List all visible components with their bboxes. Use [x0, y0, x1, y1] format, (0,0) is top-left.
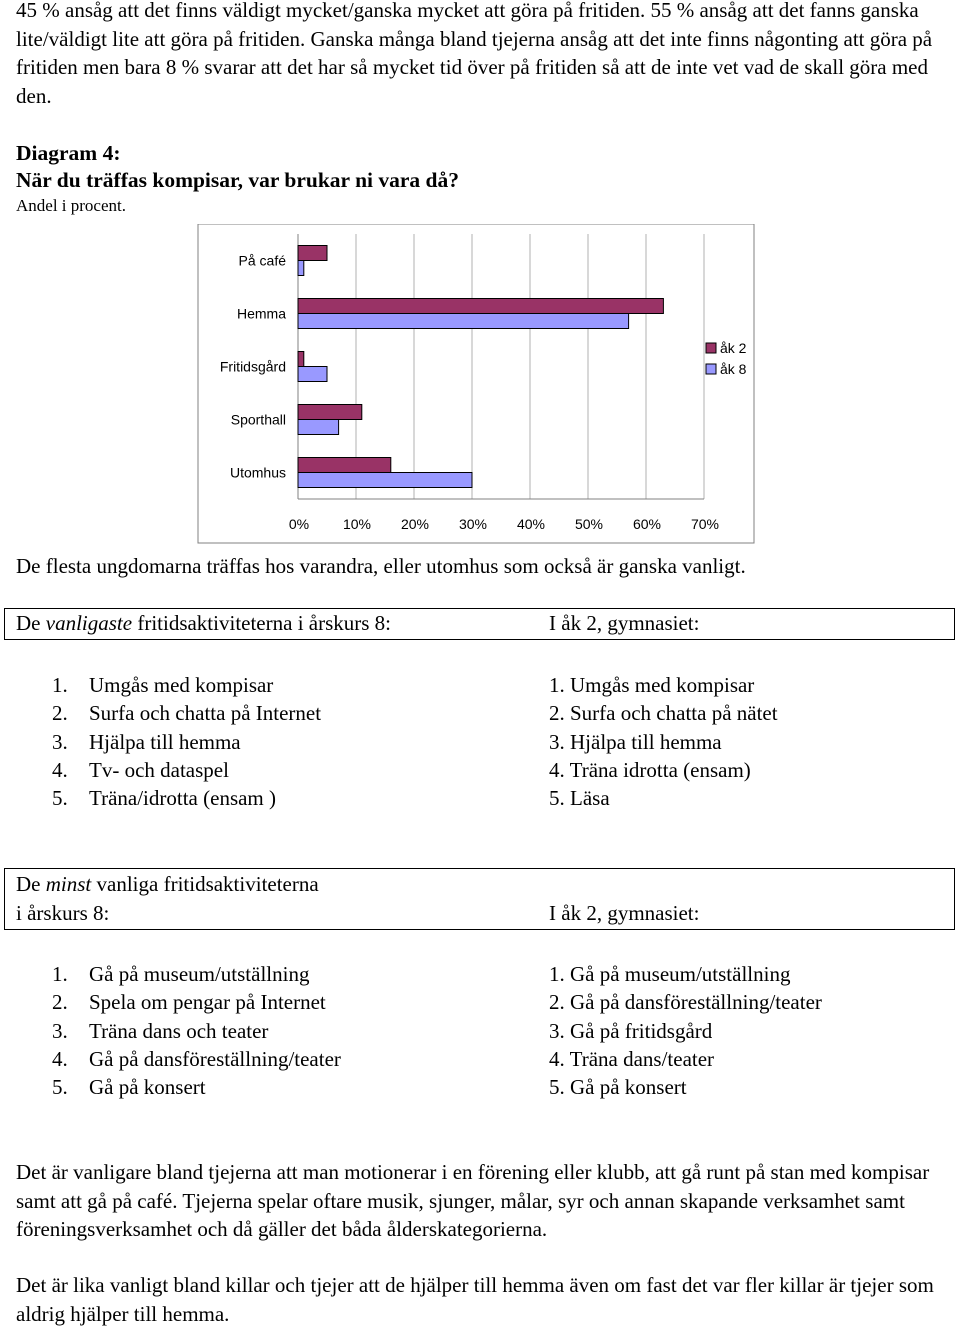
bar-ak2 [298, 405, 362, 420]
list-item: 2. Gå på dansföreställning/teater [549, 990, 822, 1015]
x-tick-label: 0% [288, 516, 310, 532]
list-item-text: Gå på museum/utställning [89, 962, 310, 986]
bar-ak8 [298, 367, 327, 382]
bar-ak2 [298, 246, 327, 261]
diagram-question: När du träffas kompisar, var brukar ni vara då? [16, 168, 459, 192]
legend-swatch [706, 343, 716, 353]
list-item-text: Hjälpa till hemma [89, 729, 241, 754]
list-item [52, 960, 341, 988]
paragraph-girls: Det är vanligare bland tjejerna att man motionerar i en förening eller klubb, att gå runt på stan med kompisar samt att gå på café. Tjejerna spelar oftare musik, sjunger, målar, syr och annan skapande verksamhet samt föreningsverksamhet och då gäller det båda ålderskategorierna. [16, 1160, 930, 1241]
list-item [52, 1045, 341, 1073]
list-item-text: Umgås med kompisar [89, 673, 274, 697]
x-tick-label: 30% [458, 516, 488, 532]
x-tick-label: 40% [516, 516, 546, 532]
most-common-right-header: I åk 2, gymnasiet: [549, 611, 700, 635]
most-common-emphasis: vanligaste [45, 611, 133, 635]
bar-ak8 [298, 420, 339, 435]
chart-frame [198, 224, 754, 543]
least-common-right-header: I åk 2, gymnasiet: [549, 901, 700, 925]
list-item: 4. Träna dans/teater [549, 1046, 715, 1071]
category-label: Sporthall [230, 411, 286, 428]
most-common-gymnasium-list [549, 671, 778, 812]
list-item-text: Träna dans och teater [89, 1018, 269, 1043]
list-item: 3. Hjälpa till hemma [549, 729, 722, 754]
list-item [52, 756, 321, 784]
list-item [52, 1017, 341, 1045]
list-item: 1. Gå på museum/utställning [549, 962, 791, 986]
list-item [52, 728, 321, 756]
least-common-emphasis: minst [45, 872, 92, 896]
list-item-number: 4. [52, 757, 68, 782]
list-item [52, 784, 321, 812]
list-item-number: 5. [52, 1075, 68, 1100]
list-item-text: Surfa och chatta på Internet [89, 701, 322, 726]
bar-chart [16, 224, 956, 544]
category-label: Hemma [236, 305, 286, 322]
least-common-gymnasium-list [549, 960, 822, 1101]
list-item-number: 4. [52, 1046, 68, 1071]
most-common-header: De vanligaste fritidsaktiviteterna i årskurs 8: [16, 611, 392, 635]
intro-paragraph: 45 % ansåg att det finns väldigt mycket/ganska mycket att göra på fritiden. 55 % ansåg att det fanns ganska lite/väldigt lite att göra på fritiden. Ganska många bland tjejerna ansåg att det inte finns någonting att göra på fritiden men bara 8 % svarar att det har så mycket tid över på fritiden så att de inte vet vad de skall göra med den. [16, 0, 933, 108]
list-item-text: Gå på konsert [89, 1075, 206, 1100]
x-tick-label: 50% [574, 516, 604, 532]
list-item: 4. Träna idrotta (ensam) [549, 757, 751, 782]
list-item-text: Träna/idrotta (ensam ) [89, 786, 277, 811]
legend-swatch [706, 364, 716, 374]
list-item-number: 1. [52, 673, 68, 697]
diagram-label: Diagram 4: [16, 141, 121, 165]
bar-ak8 [298, 473, 472, 488]
list-item-number: 3. [52, 1018, 68, 1043]
x-tick-label: 70% [690, 516, 720, 532]
least-common-header: De minst vanliga fritidsaktiviteterna [16, 872, 319, 896]
paragraph-home: Det är lika vanligt bland killar och tjejer att de hjälper till hemma även om fast det var fler killar är tjejer som aldrig hjälper till hemma. [16, 1273, 934, 1326]
bar-ak8 [298, 261, 304, 276]
list-item [52, 1073, 341, 1101]
bar-ak2 [298, 299, 663, 314]
list-item: 2. Surfa och chatta på nätet [549, 701, 778, 726]
category-label: På café [238, 252, 286, 269]
most-common-header-box [4, 608, 955, 640]
category-label: Fritidsgård [219, 358, 286, 375]
list-item-text: Gå på dansföreställning/teater [89, 1046, 341, 1071]
list-item [52, 699, 321, 727]
chart-conclusion: De flesta ungdomarna träffas hos varandra, eller utomhus som också är ganska vanligt. [16, 554, 746, 578]
list-item [52, 988, 341, 1016]
legend-label: åk 2 [720, 340, 747, 356]
list-item: 1. Umgås med kompisar [549, 673, 755, 697]
legend-label: åk 8 [720, 361, 747, 377]
bar-ak2 [298, 352, 304, 367]
category-label: Utomhus [229, 464, 286, 481]
bar-ak2 [298, 458, 391, 473]
diagram-unit-note: Andel i procent. [16, 196, 126, 215]
least-common-header-box [4, 868, 955, 930]
least-common-grade8-list [52, 960, 341, 1101]
list-item-text: Spela om pengar på Internet [89, 990, 326, 1015]
list-item-number: 5. [52, 786, 68, 811]
x-tick-label: 20% [400, 516, 430, 532]
bar-chart-svg [16, 224, 956, 544]
bar-ak8 [298, 314, 629, 329]
list-item-number: 1. [52, 962, 68, 986]
list-item-number: 3. [52, 729, 68, 754]
most-common-grade8-list [52, 671, 321, 812]
x-tick-label: 60% [632, 516, 662, 532]
list-item: 3. Gå på fritidsgård [549, 1018, 713, 1043]
list-item-text: Tv- och dataspel [89, 757, 229, 782]
list-item-number: 2. [52, 990, 68, 1015]
list-item [52, 671, 321, 699]
list-item-number: 2. [52, 701, 68, 726]
list-item: 5. Läsa [549, 786, 610, 811]
least-common-header-line2: i årskurs 8: [16, 901, 110, 925]
list-item: 5. Gå på konsert [549, 1075, 687, 1100]
x-tick-label: 10% [342, 516, 372, 532]
